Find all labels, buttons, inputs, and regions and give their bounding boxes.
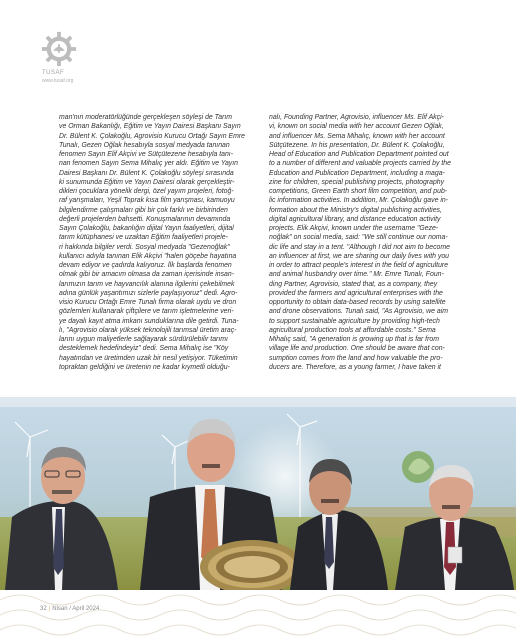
folio-separator: | — [48, 606, 51, 612]
footer-pattern — [0, 590, 516, 640]
article-line: adına günlük yaşantımızı sizlerle paylaşıyoruz" dedi. Agro- — [59, 289, 238, 297]
article-line: tarım kütüphanesi ve uzaktan Eğitim faaliyetleri projele- — [59, 234, 228, 242]
tusaf-logo — [40, 30, 80, 90]
article-line: dic life and stay in a tent. "Although I did not aim to become — [269, 243, 450, 251]
article-line: formation about the Ministry's digital publishing activities, — [269, 206, 442, 214]
article-line: ding Partner, Agrovisio, stated that, as a company, they — [269, 280, 438, 288]
article-line: zine for children, special publishing projects, photography — [269, 178, 445, 186]
article-line: Mihalıç said, "A generation is growing up that is far from — [269, 336, 439, 343]
page-footer — [0, 590, 516, 640]
article-line: nan fenomen Sayın Sema Mihalıç yer aldı. Eğitim ve Yayın — [59, 160, 238, 168]
article-line: raf yarışmaları, Yeşil Toprak kısa film yarışması, kamuoyu — [59, 197, 235, 205]
article-line: desteklemek hedefindeyiz" dedi. Sema Mihalıç ise "Köy — [59, 345, 229, 353]
article-line: competitions, Green Earth short film competition, and pub- — [269, 188, 448, 195]
article-line: Dr. Bülent K. Çolakoğlu, Agrovisio Kurucu Ortağı Sayın Emre — [59, 132, 245, 140]
article-line: man'nın moderatörlüğünde gerçekleşen söyleşi de Tarım — [59, 114, 233, 121]
article-line: bilgilendirme çalışmaları gibi bir çok farklı ve birbirinden — [59, 206, 228, 214]
article-line: Tunalı, Gezen Oğlak hesabıyla sosyal medyada tanınan — [59, 141, 230, 149]
event-photo — [0, 397, 516, 590]
article-line: dikleri çocuklara yönelik dergi, özel yayım projeleri, fotoğ- — [59, 188, 234, 195]
article-line: digital agricultural library, and distance education activity — [269, 215, 441, 223]
article-line: ri hakkında bilgiler verdi. Sosyal medyada "Gezenoğlak" — [59, 243, 230, 251]
article-line: fenomen Sayın Elif Akçivi ve Sütçütezene hesabıyla tanı- — [59, 151, 234, 158]
article-line: larımızın tarım ve hayvancılık alanına ilgilerini çekebilmek — [59, 280, 235, 288]
article-line: topraktan geldiğini ve üretenin ne kadar kıymetli olduğu- — [59, 363, 230, 371]
article-line: and drone observations. Tunalı said, "As Agrovisio, we aim — [269, 308, 449, 316]
article-line: kullanıcı adıyla tanınan Elik Akçivi "halen göçebe hayatına — [59, 252, 237, 260]
article-line: an influencer at first, we are sharing our daily lives with you — [269, 252, 450, 260]
article-line: agricultural production tools at affordable costs." Sema — [269, 326, 436, 334]
page-folio — [40, 606, 99, 612]
article-line: olmak gibi bir amacım olmasa da zaman içerisinde insan- — [59, 271, 235, 279]
page-number: 32 — [40, 606, 47, 612]
article-line: to a number of different and valuable projects carried by the — [269, 160, 451, 168]
article-line: devam ediyor ve çadırda kalıyoruz. İlk başlarda fenomen — [59, 262, 232, 269]
article-line: and animal husbandry over time." Mr. Emre Tunalı, Foun- — [269, 271, 444, 279]
article-line: Sütçütezene. In his presentation, Dr. Bülent K. Çolakoğlu, — [269, 141, 445, 149]
logo-wordmark: TUSAF — [42, 70, 65, 76]
article-line: village life and production. One should be aware that con- — [269, 345, 445, 353]
article-column-english — [269, 113, 465, 372]
article-line: visio Kurucu Ortağı Emre Tunalı firma olarak uydu ve dron — [59, 299, 237, 306]
logo-url: www.tusaf.org — [42, 78, 74, 84]
article-line: in order to attract people's interest in the field of agriculture — [269, 262, 449, 269]
article-line: noğlak" on social media, said: "We still continue our noma- — [269, 234, 448, 242]
article-line: hayatından ve üretimden uzak bir nesil yetişiyor. Tüketimin — [59, 354, 238, 362]
article-column-turkish — [59, 113, 255, 372]
article-line: sumption comes from the land and how valuable the pro- — [269, 354, 443, 362]
article-line: nalı, Founding Partner, Agrovisio, influencer Ms. Elif Akçi- — [269, 114, 444, 121]
gear-logo-icon — [40, 30, 78, 68]
article-line: gözlemleri kullanarak çiftçilere ve tarım işletmelerine veri- — [59, 308, 234, 316]
article-line: to support sustainable agriculture by providing high-tech — [269, 317, 440, 325]
article-line: ye dayalı kayıt atma imkanı sunduklarına dile getirdi. Tuna- — [59, 317, 239, 325]
article-line: Head of Education and Publication Department pointed out — [269, 151, 449, 158]
article-line: değerli projelerden bahsetti. Konuşmalarının devamında — [59, 215, 231, 223]
article-line: Sayın Çolakoğlu, bakanlığın dijital Yayın faaliyetleri, dijital — [59, 225, 234, 232]
article-line: vi, known on social media with her account Gezen Oğlak, — [269, 123, 444, 131]
article-line: lı, "Agrovisio olarak yüksek teknolojili tarımsal üretim araç- — [59, 326, 237, 334]
article-line: and influencer Ms. Sema Mihalıç, known with her account — [269, 132, 445, 140]
article-line: ducers are. Therefore, as a young farmer, I have taken it — [269, 363, 441, 371]
article-line: projects. Elik Akçivi, known under the username "Geze- — [269, 225, 439, 232]
article-line: Education and Publication Department, including a maga- — [269, 169, 445, 177]
article-line: ki sunumunda Eğitim ve Yayın Dairesi olarak gerçekleştir- — [59, 178, 235, 186]
issue-date: Nisan / April 2024 — [52, 606, 100, 612]
article-line: larını uygun maliyetlerle sağlayarak sürdürülebilir tarımı — [59, 336, 228, 343]
article-line: ve Orman Bakanlığı, Eğitim ve Yayın Dairesi Başkanı Sayın — [59, 123, 241, 131]
article-line: provided the farmers and agricultural enterprises with the — [269, 289, 443, 297]
article-line: lic information activities. In addition, Mr. Çolakoğlu gave in- — [269, 197, 448, 205]
article-line: Dairesi Başkanı Dr. Bülent K. Çolakoğlu söyleşi sırasında — [59, 169, 234, 177]
article-line: opportunity to obtain data-based records by using satellite — [269, 299, 446, 306]
